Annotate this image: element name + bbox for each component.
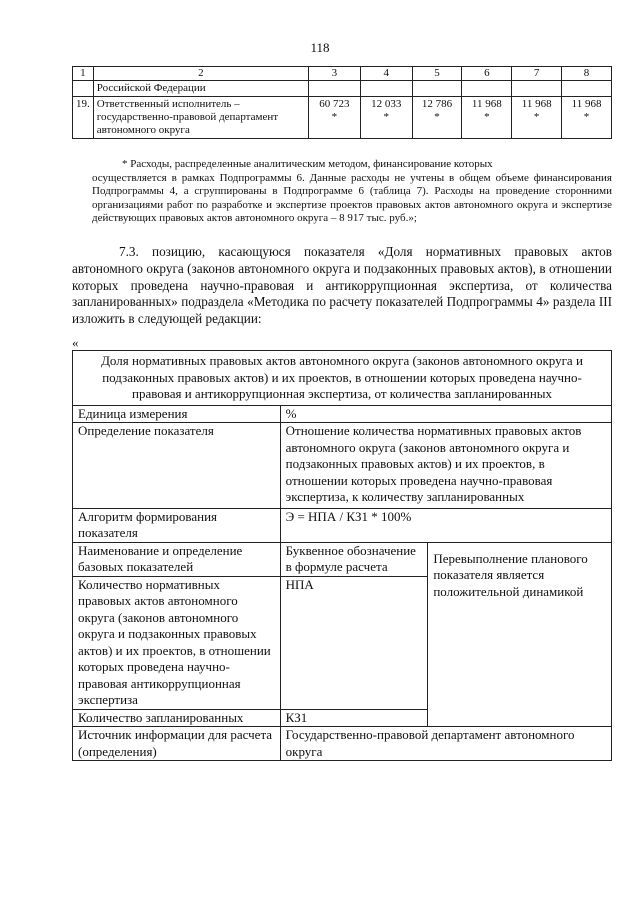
- footnote: [92, 158, 612, 226]
- asterisk-mark: *: [331, 111, 338, 123]
- amendment-paragraph: [72, 244, 612, 328]
- value: 12 033: [371, 98, 402, 110]
- unit-value: %: [280, 405, 611, 423]
- base-indicator-2-label: Количество запланированных: [73, 709, 281, 727]
- page-number: 118: [310, 40, 330, 55]
- row-number: 19.: [73, 97, 94, 139]
- table-row: [73, 423, 612, 509]
- footnote-text: осуществляется в рамках Подпрограммы 6. Данные расходы не учтены в общем объеме финансирования Подпрограммы 4, а сгруппированы в Подпрограмме 6 (таблица 7). Расходы на проведение сторонними организациями работ по разработке и экспертизе проектов правовых актов автономного округа и экспертизе действующих правовых актов автономного округа – 8 917 тыс. руб.»;: [92, 171, 612, 224]
- asterisk-mark: *: [533, 111, 540, 123]
- header-cell: 4: [360, 67, 412, 81]
- source-label: Источник информации для расчета (определения): [73, 727, 281, 761]
- asterisk-mark: *: [383, 111, 389, 123]
- header-cell: 3: [308, 67, 360, 81]
- table-row: [73, 81, 612, 97]
- table-row: [73, 508, 612, 542]
- base-indicator-2-symbol: КЗ1: [280, 709, 428, 727]
- value-cell: [360, 97, 412, 139]
- algorithm-value: Э = НПА / КЗ1 * 100%: [280, 508, 611, 542]
- empty-cell: [512, 81, 562, 97]
- value: 12 786: [421, 98, 453, 110]
- algorithm-label: Алгоритм формирования показателя: [73, 508, 281, 542]
- value: 11 968: [521, 98, 552, 110]
- definition-value: Отношение количества нормативных правовых актов автономного округа (законов автономного округа и подзаконных правовых актов) и их проектов, в отношении которых проведена научно-правовая экспертиза, к количеству запланированных: [280, 423, 611, 509]
- source-value: Государственно-правовой департамент автономного округа: [280, 727, 611, 761]
- base-indicator-1-symbol: НПА: [280, 576, 428, 709]
- header-cell: 2: [93, 67, 308, 81]
- empty-cell: [73, 81, 94, 97]
- value: 60 723: [319, 98, 350, 110]
- empty-cell: [308, 81, 360, 97]
- funding-table-fragment: [72, 66, 612, 139]
- value-cell: [462, 97, 512, 139]
- header-cell: 5: [412, 67, 462, 81]
- symbol-header: Буквенное обозначение в формуле расчета: [280, 542, 428, 576]
- asterisk-mark: *: [434, 111, 440, 123]
- empty-cell: [462, 81, 512, 97]
- value: 11 968: [471, 98, 502, 110]
- row-text: Ответственный исполнитель – государственно-правовой департамент автономного округа: [93, 97, 308, 139]
- table-header-row: [73, 67, 612, 81]
- indicator-table: [72, 350, 612, 761]
- table-row: [73, 727, 612, 761]
- unit-label: Единица измерения: [73, 405, 281, 423]
- table-row: [73, 97, 612, 139]
- table-row: [73, 542, 612, 576]
- definition-label: Определение показателя: [73, 423, 281, 509]
- asterisk-mark: *: [583, 111, 590, 123]
- dynamics-note: Перевыполнение планового показателя является положительной динамикой: [428, 542, 612, 727]
- table-row: [73, 405, 612, 423]
- empty-cell: [562, 81, 612, 97]
- indicator-title: Доля нормативных правовых актов автономного округа (законов автономного округа и подзаконных правовых актов) и их проектов, в отношении которых проведена научно-правовая и антикоррупционная экспертиза, от количества запланированных: [73, 351, 612, 406]
- value: 11 968: [571, 98, 602, 110]
- table-row: [73, 351, 612, 406]
- paragraph-text: 7.3. позицию, касающуюся показателя «Доля нормативных правовых актов автономного округа (законов автономного округа и подзаконных правовых актов), в отношении которых проведена научно-правовая и антикоррупционная экспертиза, от количества запланированных» подраздела «Методика по расчету показателей Подпрограммы 4» раздела III изложить в следующей редакции:: [72, 244, 612, 327]
- header-cell: 6: [462, 67, 512, 81]
- footnote-line: * Расходы, распределенные аналитическим методом, финансирование которых: [122, 158, 493, 170]
- header-cell: 7: [512, 67, 562, 81]
- asterisk-mark: *: [484, 111, 490, 123]
- base-indicators-label: Наименование и определение базовых показателей: [73, 542, 281, 576]
- value-cell: [412, 97, 462, 139]
- value-cell: [562, 97, 612, 139]
- header-cell: 1: [73, 67, 94, 81]
- empty-cell: [412, 81, 462, 97]
- row-text: Российской Федерации: [93, 81, 308, 97]
- header-cell: 8: [562, 67, 612, 81]
- open-quote: «: [72, 335, 79, 350]
- empty-cell: [360, 81, 412, 97]
- value-cell: [308, 97, 360, 139]
- value-cell: [512, 97, 562, 139]
- base-indicator-1-label: Количество нормативных правовых актов автономного округа (законов автономного округа и подзаконных правовых актов) и их проектов, в отношении которых проведена научно-правовая антикоррупционная экспертиза: [73, 576, 281, 709]
